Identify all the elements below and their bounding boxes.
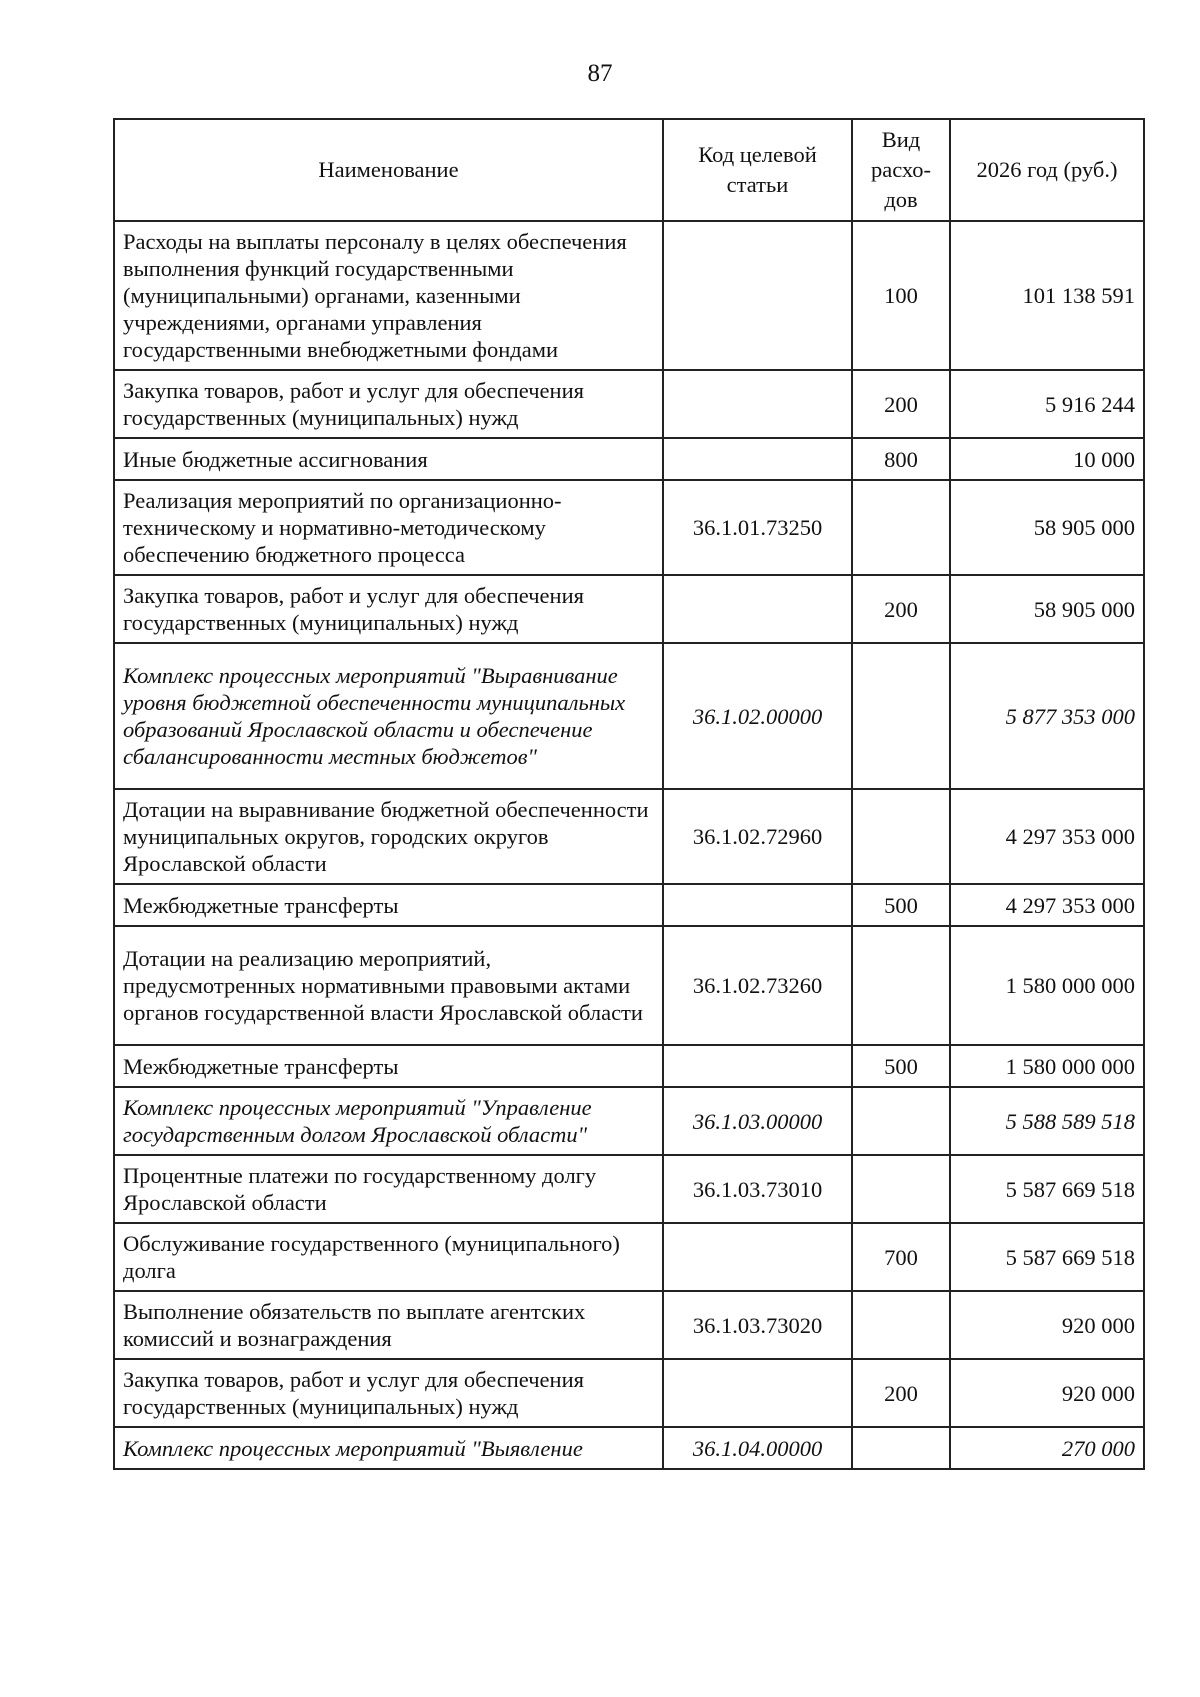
table-row: [114, 438, 1144, 480]
cell-amount: 920 000: [950, 1291, 1144, 1359]
cell-kind: 200: [852, 1359, 950, 1427]
cell-code: [663, 1359, 852, 1427]
cell-name: Межбюджетные трансферты: [114, 884, 663, 926]
budget-table: [113, 118, 1145, 1470]
table-body: [114, 221, 1144, 1469]
cell-kind: [852, 926, 950, 1045]
cell-name: Закупка товаров, работ и услуг для обеспечения государственных (муниципальных) нужд: [114, 370, 663, 438]
table-row: [114, 1427, 1144, 1469]
cell-kind: 200: [852, 575, 950, 643]
table-row: [114, 1045, 1144, 1087]
cell-kind: [852, 789, 950, 884]
header-amount: 2026 год (руб.): [950, 119, 1144, 221]
cell-kind: 100: [852, 221, 950, 370]
cell-kind: [852, 643, 950, 789]
cell-amount: 5 916 244: [950, 370, 1144, 438]
cell-kind: [852, 1291, 950, 1359]
cell-code: [663, 221, 852, 370]
table-row: [114, 1291, 1144, 1359]
cell-name: Обслуживание государственного (муниципального) долга: [114, 1223, 663, 1291]
table-row: [114, 575, 1144, 643]
cell-code: [663, 1045, 852, 1087]
cell-amount: 101 138 591: [950, 221, 1144, 370]
cell-name: Процентные платежи по государственному долгу Ярославской области: [114, 1155, 663, 1223]
cell-code: [663, 1223, 852, 1291]
cell-amount: 5 877 353 000: [950, 643, 1144, 789]
cell-kind: 700: [852, 1223, 950, 1291]
cell-amount: 4 297 353 000: [950, 789, 1144, 884]
cell-name: Комплекс процессных мероприятий "Выявление: [114, 1427, 663, 1469]
cell-amount: 920 000: [950, 1359, 1144, 1427]
cell-amount: 5 588 589 518: [950, 1087, 1144, 1155]
cell-name: Закупка товаров, работ и услуг для обеспечения государственных (муниципальных) нужд: [114, 1359, 663, 1427]
cell-kind: [852, 480, 950, 575]
cell-amount: 5 587 669 518: [950, 1223, 1144, 1291]
cell-name: Закупка товаров, работ и услуг для обеспечения государственных (муниципальных) нужд: [114, 575, 663, 643]
header-kind: Вид расхо-дов: [852, 119, 950, 221]
cell-name: Дотации на выравнивание бюджетной обеспеченности муниципальных округов, городских округов Ярославской области: [114, 789, 663, 884]
table-row: [114, 1359, 1144, 1427]
header-name: Наименование: [114, 119, 663, 221]
header-code: Код целевой статьи: [663, 119, 852, 221]
cell-amount: 1 580 000 000: [950, 926, 1144, 1045]
cell-kind: 500: [852, 884, 950, 926]
cell-code: 36.1.02.00000: [663, 643, 852, 789]
cell-kind: [852, 1427, 950, 1469]
table-row: [114, 884, 1144, 926]
cell-name: Иные бюджетные ассигнования: [114, 438, 663, 480]
table-row: [114, 1155, 1144, 1223]
cell-name: Межбюджетные трансферты: [114, 1045, 663, 1087]
table-row: [114, 221, 1144, 370]
cell-kind: 500: [852, 1045, 950, 1087]
cell-code: 36.1.03.73010: [663, 1155, 852, 1223]
cell-kind: [852, 1155, 950, 1223]
table-row: [114, 480, 1144, 575]
cell-name: Комплекс процессных мероприятий "Управление государственным долгом Ярославской области": [114, 1087, 663, 1155]
cell-code: 36.1.03.73020: [663, 1291, 852, 1359]
cell-kind: [852, 1087, 950, 1155]
cell-kind: 200: [852, 370, 950, 438]
cell-code: 36.1.02.72960: [663, 789, 852, 884]
cell-amount: 1 580 000 000: [950, 1045, 1144, 1087]
table-row: [114, 370, 1144, 438]
cell-amount: 10 000: [950, 438, 1144, 480]
cell-name: Расходы на выплаты персоналу в целях обеспечения выполнения функций государственными (муниципальными) органами, казенными учреждениями, органами управления государственными внебюджетными фондами: [114, 221, 663, 370]
cell-code: 36.1.02.73260: [663, 926, 852, 1045]
cell-amount: 58 905 000: [950, 480, 1144, 575]
table-row: [114, 1223, 1144, 1291]
cell-name: Комплекс процессных мероприятий "Выравнивание уровня бюджетной обеспеченности муниципальных образований Ярославской области и обеспечение сбалансированности местных бюджетов": [114, 643, 663, 789]
table-row: [114, 789, 1144, 884]
cell-name: Реализация мероприятий по организационно-техническому и нормативно-методическому обеспечению бюджетного процесса: [114, 480, 663, 575]
cell-amount: 5 587 669 518: [950, 1155, 1144, 1223]
cell-code: [663, 575, 852, 643]
table-row: [114, 1087, 1144, 1155]
cell-code: [663, 884, 852, 926]
cell-code: [663, 370, 852, 438]
table-row: [114, 643, 1144, 789]
page-number: 87: [587, 60, 613, 87]
cell-amount: 270 000: [950, 1427, 1144, 1469]
cell-amount: 4 297 353 000: [950, 884, 1144, 926]
cell-amount: 58 905 000: [950, 575, 1144, 643]
cell-code: 36.1.03.00000: [663, 1087, 852, 1155]
table-row: [114, 926, 1144, 1045]
cell-kind: 800: [852, 438, 950, 480]
cell-code: [663, 438, 852, 480]
cell-code: 36.1.04.00000: [663, 1427, 852, 1469]
cell-name: Выполнение обязательств по выплате агентских комиссий и вознаграждения: [114, 1291, 663, 1359]
cell-code: 36.1.01.73250: [663, 480, 852, 575]
cell-name: Дотации на реализацию мероприятий, предусмотренных нормативными правовыми актами органов государственной власти Ярославской области: [114, 926, 663, 1045]
table-header-row: [114, 119, 1144, 221]
